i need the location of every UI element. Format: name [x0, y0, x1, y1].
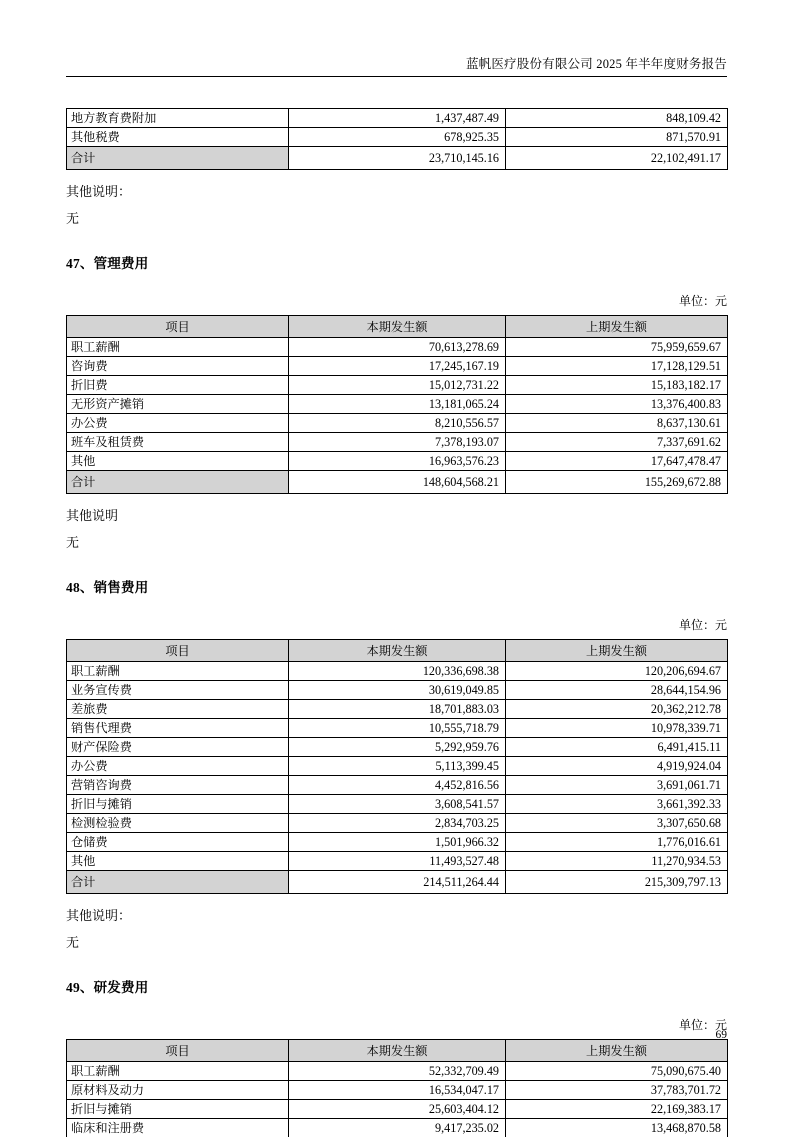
cell-previous: 1,776,016.61	[506, 833, 728, 852]
cell-previous: 22,169,383.17	[506, 1100, 728, 1119]
table-row	[67, 1081, 728, 1100]
cell-current: 120,336,698.38	[289, 662, 506, 681]
header-item: 项目	[67, 640, 289, 662]
cell-current: 30,619,049.85	[289, 681, 506, 700]
cell-current: 214,511,264.44	[289, 871, 506, 894]
section-name: 研发费用	[94, 980, 149, 995]
header-previous: 上期发生额	[506, 316, 728, 338]
cell-previous: 3,307,650.68	[506, 814, 728, 833]
table-row	[67, 681, 728, 700]
cell-item: 销售代理费	[67, 719, 289, 738]
table-head	[67, 640, 728, 662]
header-current: 本期发生额	[289, 640, 506, 662]
cell-previous: 215,309,797.13	[506, 871, 728, 894]
cell-current: 16,963,576.23	[289, 452, 506, 471]
header-item: 项目	[67, 1040, 289, 1062]
cell-item: 咨询费	[67, 357, 289, 376]
cell-item: 仓储费	[67, 833, 289, 852]
table-row	[67, 795, 728, 814]
section-name: 销售费用	[94, 580, 149, 595]
cell-item: 无形资产摊销	[67, 395, 289, 414]
other-notes-label: 其他说明：	[66, 182, 727, 201]
cell-item: 合计	[67, 147, 289, 170]
cell-item: 合计	[67, 471, 289, 494]
table-taxes-continued	[66, 108, 728, 170]
cell-current: 148,604,568.21	[289, 471, 506, 494]
cell-previous: 3,661,392.33	[506, 795, 728, 814]
table-row	[67, 357, 728, 376]
table-row	[67, 852, 728, 871]
table-header-row	[67, 1040, 728, 1062]
cell-item: 其他税费	[67, 128, 289, 147]
table-row	[67, 414, 728, 433]
unit-label: 单位：元	[66, 293, 727, 309]
header-current: 本期发生额	[289, 1040, 506, 1062]
cell-previous: 4,919,924.04	[506, 757, 728, 776]
table-body	[67, 338, 728, 494]
cell-previous: 8,637,130.61	[506, 414, 728, 433]
table-header-row	[67, 316, 728, 338]
other-notes-value: 无	[66, 209, 727, 228]
table-row	[67, 376, 728, 395]
cell-item: 职工薪酬	[67, 662, 289, 681]
cell-current: 9,417,235.02	[289, 1119, 506, 1137]
cell-item: 折旧与摊销	[67, 1100, 289, 1119]
table-rd-expenses	[66, 1039, 728, 1137]
table-row-total	[67, 471, 728, 494]
cell-previous: 20,362,212.78	[506, 700, 728, 719]
header-current: 本期发生额	[289, 316, 506, 338]
cell-previous: 15,183,182.17	[506, 376, 728, 395]
cell-previous: 75,959,659.67	[506, 338, 728, 357]
section-name: 管理费用	[94, 256, 149, 271]
cell-current: 7,378,193.07	[289, 433, 506, 452]
cell-previous: 13,376,400.83	[506, 395, 728, 414]
table-row	[67, 433, 728, 452]
cell-current: 52,332,709.49	[289, 1062, 506, 1081]
cell-item: 折旧费	[67, 376, 289, 395]
cell-item: 合计	[67, 871, 289, 894]
cell-current: 4,452,816.56	[289, 776, 506, 795]
unit-label: 单位：元	[66, 1017, 727, 1033]
cell-current: 8,210,556.57	[289, 414, 506, 433]
cell-current: 23,710,145.16	[289, 147, 506, 170]
cell-item: 办公费	[67, 757, 289, 776]
table-body	[67, 109, 728, 170]
table-row	[67, 128, 728, 147]
cell-previous: 22,102,491.17	[506, 147, 728, 170]
table-row	[67, 338, 728, 357]
table-admin-expenses	[66, 315, 728, 494]
table-row	[67, 1062, 728, 1081]
table-row-total	[67, 871, 728, 894]
cell-item: 其他	[67, 852, 289, 871]
cell-item: 检测检验费	[67, 814, 289, 833]
cell-current: 70,613,278.69	[289, 338, 506, 357]
table-head	[67, 316, 728, 338]
cell-previous: 17,647,478.47	[506, 452, 728, 471]
cell-item: 原材料及动力	[67, 1081, 289, 1100]
cell-item: 临床和注册费	[67, 1119, 289, 1137]
table-row	[67, 719, 728, 738]
header-item: 项目	[67, 316, 289, 338]
header-previous: 上期发生额	[506, 1040, 728, 1062]
cell-previous: 120,206,694.67	[506, 662, 728, 681]
cell-previous: 155,269,672.88	[506, 471, 728, 494]
cell-item: 营销咨询费	[67, 776, 289, 795]
cell-previous: 13,468,870.58	[506, 1119, 728, 1137]
table-row	[67, 757, 728, 776]
section-heading-49	[66, 978, 727, 997]
cell-item: 差旅费	[67, 700, 289, 719]
table-row	[67, 814, 728, 833]
cell-item: 其他	[67, 452, 289, 471]
cell-previous: 28,644,154.96	[506, 681, 728, 700]
page-number: 69	[66, 1028, 727, 1042]
cell-previous: 37,783,701.72	[506, 1081, 728, 1100]
cell-item: 折旧与摊销	[67, 795, 289, 814]
cell-item: 地方教育费附加	[67, 109, 289, 128]
cell-item: 业务宣传费	[67, 681, 289, 700]
cell-current: 1,501,966.32	[289, 833, 506, 852]
cell-current: 15,012,731.22	[289, 376, 506, 395]
section-number: 48、	[66, 580, 94, 595]
cell-previous: 848,109.42	[506, 109, 728, 128]
cell-current: 13,181,065.24	[289, 395, 506, 414]
cell-current: 678,925.35	[289, 128, 506, 147]
cell-item: 职工薪酬	[67, 1062, 289, 1081]
other-notes-label: 其他说明：	[66, 906, 727, 925]
cell-item: 职工薪酬	[67, 338, 289, 357]
cell-current: 10,555,718.79	[289, 719, 506, 738]
header-previous: 上期发生额	[506, 640, 728, 662]
cell-current: 25,603,404.12	[289, 1100, 506, 1119]
table-row	[67, 109, 728, 128]
cell-item: 班车及租赁费	[67, 433, 289, 452]
table-head	[67, 1040, 728, 1062]
cell-current: 18,701,883.03	[289, 700, 506, 719]
table-row	[67, 452, 728, 471]
section-number: 49、	[66, 980, 94, 995]
cell-current: 1,437,487.49	[289, 109, 506, 128]
table-body	[67, 1062, 728, 1137]
cell-previous: 10,978,339.71	[506, 719, 728, 738]
page-content	[66, 108, 727, 1137]
table-row	[67, 700, 728, 719]
cell-current: 2,834,703.25	[289, 814, 506, 833]
header-rule	[66, 76, 727, 77]
cell-current: 3,608,541.57	[289, 795, 506, 814]
table-row	[67, 662, 728, 681]
section-heading-48	[66, 578, 727, 597]
other-notes-value: 无	[66, 933, 727, 952]
cell-current: 16,534,047.17	[289, 1081, 506, 1100]
cell-item: 财产保险费	[67, 738, 289, 757]
table-row	[67, 776, 728, 795]
cell-current: 17,245,167.19	[289, 357, 506, 376]
cell-previous: 17,128,129.51	[506, 357, 728, 376]
section-number: 47、	[66, 256, 94, 271]
table-row	[67, 738, 728, 757]
table-row	[67, 1119, 728, 1137]
cell-previous: 3,691,061.71	[506, 776, 728, 795]
table-row	[67, 395, 728, 414]
cell-previous: 75,090,675.40	[506, 1062, 728, 1081]
cell-item: 办公费	[67, 414, 289, 433]
table-header-row	[67, 640, 728, 662]
cell-previous: 7,337,691.62	[506, 433, 728, 452]
table-selling-expenses	[66, 639, 728, 894]
section-heading-47	[66, 254, 727, 273]
unit-label: 单位：元	[66, 617, 727, 633]
cell-current: 5,113,399.45	[289, 757, 506, 776]
table-row	[67, 1100, 728, 1119]
cell-current: 11,493,527.48	[289, 852, 506, 871]
cell-previous: 6,491,415.11	[506, 738, 728, 757]
other-notes-label: 其他说明	[66, 506, 727, 525]
table-row-total	[67, 147, 728, 170]
cell-current: 5,292,959.76	[289, 738, 506, 757]
table-body	[67, 662, 728, 894]
running-header: 蓝帆医疗股份有限公司 2025 年半年度财务报告	[66, 56, 727, 72]
table-row	[67, 833, 728, 852]
other-notes-value: 无	[66, 533, 727, 552]
cell-previous: 871,570.91	[506, 128, 728, 147]
cell-previous: 11,270,934.53	[506, 852, 728, 871]
